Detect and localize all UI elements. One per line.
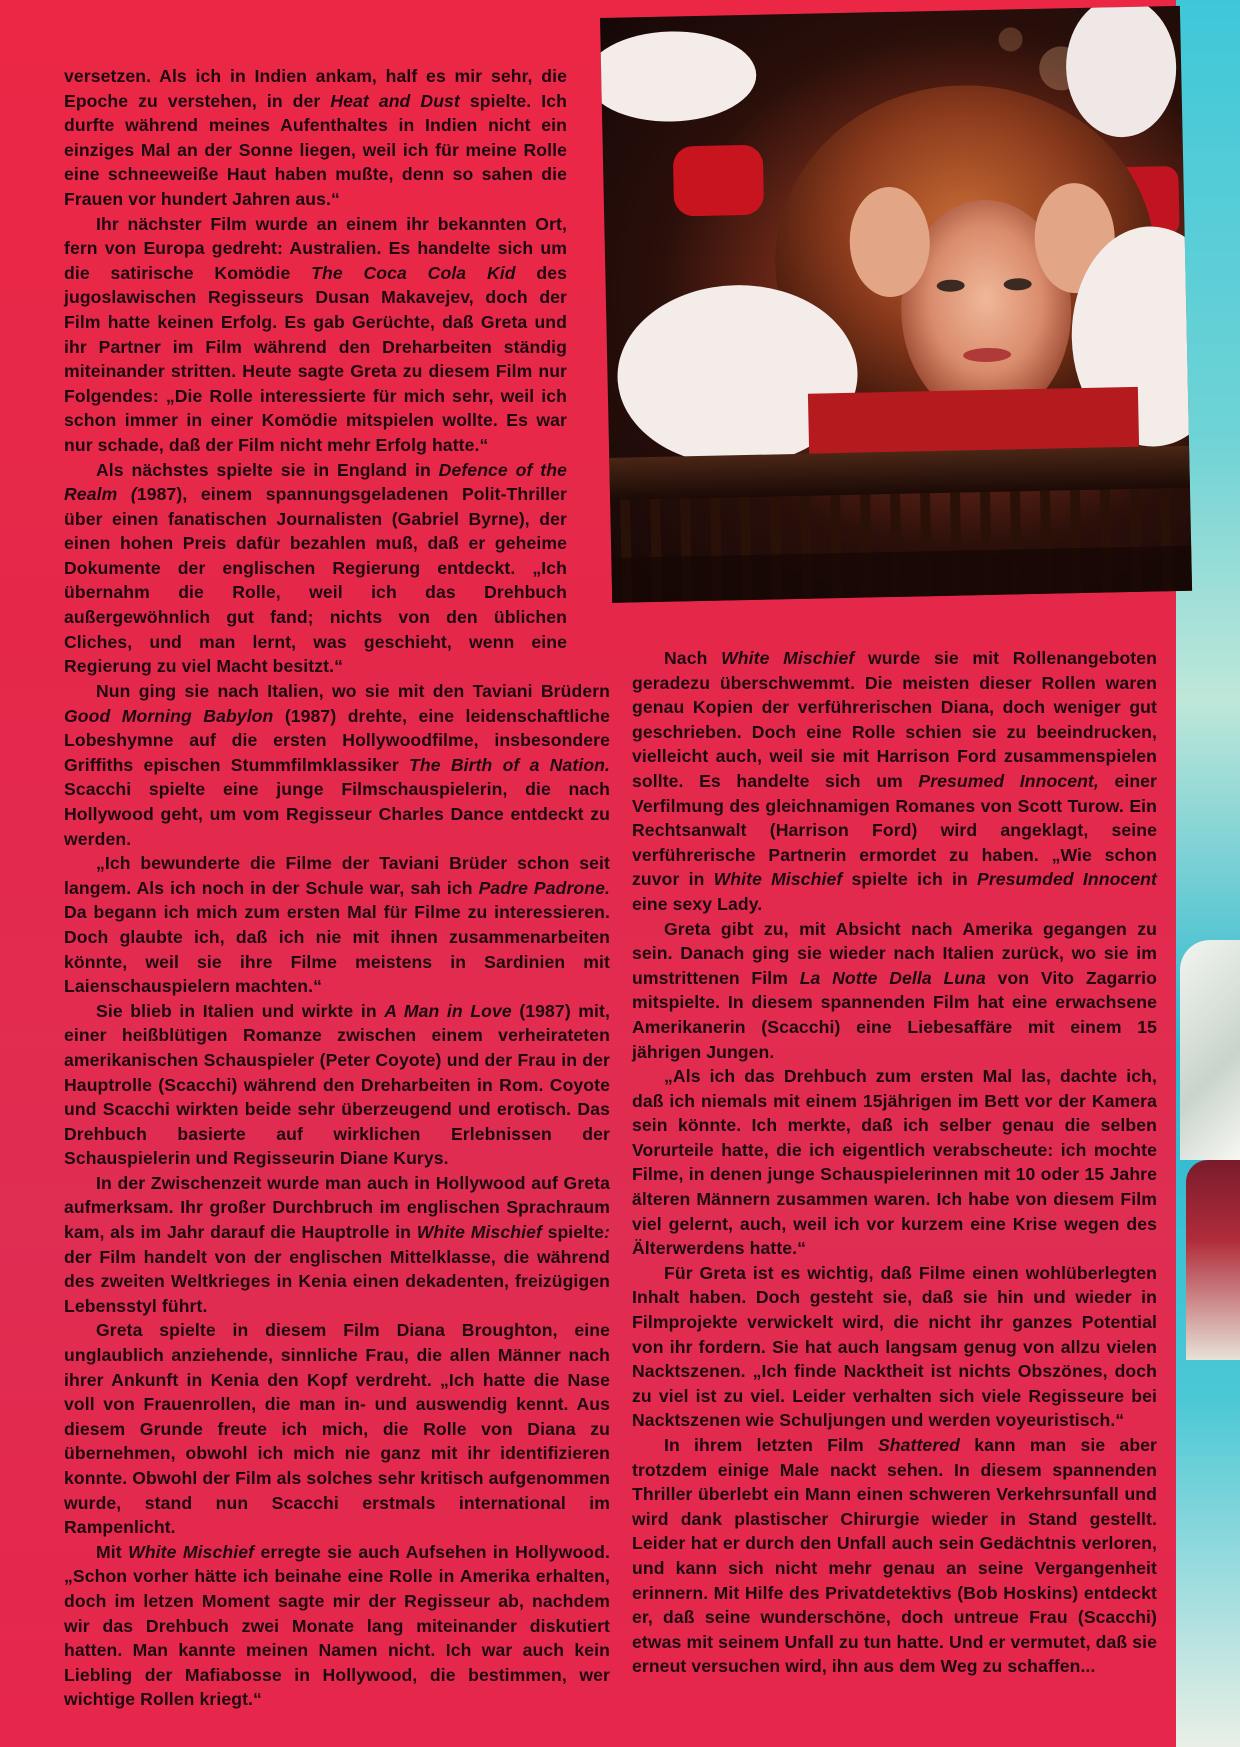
page-edge-strip (1176, 0, 1240, 1747)
film-title: Shattered (877, 1435, 961, 1455)
article-paragraph: Greta gibt zu, mit Absicht nach Amerika gegangen zu sein. Danach ging sie wieder nach Italien zurück, wo sie im umstrittenen Film La Notte Della Luna von Vito Zagarrio mitspielte. In diesem spannenden Film hat eine erwachsene Amerikanerin (Scacchi) eine Liebesaffäre mit einem 15 jährigen Jungen. (632, 918, 1158, 1062)
article-paragraph: In ihrem letzten Film Shattered kann man sie aber trotzdem einige Male nackt sehen. In diesem spannenden Thriller überlebt ein Mann einen schweren Verkehrsunfall und wird dank plastischer Chirurgie wieder in Stand gestellt. Leider hat er durch den Unfall auch sein Gedächtnis verloren, und kann sich nicht mehr genau an seine Vergangenheit erinnern. Mit Hilfe des Privatdetektivs (Bob Hoskins) entdeckt er, daß seine wunderschöne, doch untreue Frau (Scacchi) etwas mit seinem Unfall zu tun hatte. Und er vermutet, daß sie erneut versuchen wird, ihn aus dem Weg zu schaffen... (632, 1435, 1157, 1677)
article-paragraph: Greta spielte in diesem Film Diana Broughton, eine unglaublich anziehende, sinnliche Frau, die allen Männer nach ihrer Ankunft in Kenia den Kopf verdreht. „Ich hatte die Nase voll von Frauenrollen, die man in- und auswendig kennt. Aus diesem Grunde freute ich mich, die Rolle von Diana zu übernehmen, obwohl ich mich nie ganz mit ihr identifizieren konnte. Obwohl der Film als solches sehr kritisch aufgenommen wurde, stand nun Scacchi erstmals international im Rampenlicht. (64, 1320, 610, 1538)
film-title: Presumded Innocent (977, 869, 1157, 890)
film-title: White Mischief (713, 869, 843, 890)
film-still-photo (600, 6, 1192, 603)
article-paragraph: In der Zwischenzeit wurde man auch in Hollywood auf Greta aufmerksam. Ihr großer Durchbruch im englischen Sprachraum kam, als im Jahr darauf die Hauptrolle in White Mischief spielte: der Film handelt von der englischen Mittelklasse, die während des zweiten Weltkrieges in Kenia einen dekadenten, freizügigen Lebensstyl führt. (64, 1172, 610, 1316)
film-title: White Mischief (128, 1541, 255, 1562)
article-paragraph: versetzen. Als ich in Indien ankam, half es mir sehr, die Epoche zu verstehen, in der Heat and Dust spielte. Ich durfte während meines Aufenthaltes in Indien nicht ein einziges Mal an der Sonne liegen, weil ich für meine Rolle eine schneeweiße Haut haben mußte, denn so sahen die Frauen vor hundert Jahren aus.“ (64, 66, 567, 209)
film-title: Good Morning Babylon (64, 705, 274, 726)
article-paragraph: Nun ging sie nach Italien, wo sie mit den Taviani Brüdern Good Morning Babylon (1987) drehte, eine leidenschaftliche Lobeshymne auf die ersten Hollywoodfilme, insbesondere Griffiths epischen Stummfilmklassiker The Birth of a Nation. Scacchi spielte eine junge Filmschauspielerin, die nach Hollywood geht, um vom Regisseur Charles Dance entdeckt zu werden. (64, 681, 611, 849)
article-column-right (632, 646, 1157, 1679)
film-title: White Mischief (721, 648, 855, 668)
article-paragraph: „Ich bewunderte die Filme der Taviani Brüder schon seit langem. Als ich noch in der Schule war, sah ich Padre Padrone. Da begann ich mich zum ersten Mal für Filme zu interessieren. Doch glaubte ich, daß ich nie mit ihnen zusammenarbeiten könnte, weil sie ihre Filme meistens in Sardinien mit Laienschauspielern machten.“ (64, 853, 611, 997)
article-paragraph: Für Greta ist es wichtig, daß Filme einen wohlüberlegten Inhalt haben. Doch gesteht sie, daß sie hin und wieder in Filmprojekte verwickelt wird, die nicht ihr ganzes Potential von ihr fordern. Sie hat auch langsam genug von allzu vielen Nacktszenen. „Ich finde Nacktheit ist nichts Obszönes, doch zu viel ist zu viel. Leider verhalten sich viele Regisseure bei Nacktszenen wie Schuljungen und werden voyeuristisch.“ (632, 1262, 1157, 1431)
film-title: White Mischief (416, 1222, 542, 1243)
film-title: A Man in Love (384, 1000, 512, 1021)
article-paragraph: Als nächstes spielte sie in England in Defence of the Realm (1987), einem spannungsgeladenen Polit-Thriller über einen fanatischen Journalisten (Gabriel Byrne), der einen hohen Preis dafür bezahlen muß, daß er geheime Dokumente der englischen Regierung entdeckt. „Ich übernahm die Rolle, weil ich das Drehbuch außergewöhnlich gut fand; nichts von den üblichen Cliches, und man lernt, was geschieht, wenn eine Regierung zu viel Macht besitzt.“ (64, 459, 567, 677)
film-title: Heat and Dust (330, 90, 460, 111)
article-column-left-top (64, 64, 567, 679)
photo-illustration (600, 6, 1192, 603)
article-paragraph: Mit White Mischief erregte sie auch Aufsehen in Hollywood. „Schon vorher hätte ich beinahe eine Rolle in Amerika erhalten, doch im letzen Moment sagte mir der Regisseur ab, nachdem wir das Drehbuch zwei Monate lang miteinander diskutiert hatten. Man kannte meinen Namen nicht. Ich war auch kein Liebling der Mafiabosse in Hollywood, die bestimmen, wer wichtige Rollen kriegt.“ (64, 1541, 610, 1710)
film-title: Defence of the Realm ( (64, 459, 567, 505)
film-title: La Notte Della Luna (799, 967, 986, 988)
edge-shape-dark (1186, 1160, 1240, 1360)
film-title: : (604, 1222, 610, 1243)
article-paragraph: Ihr nächster Film wurde an einem ihr bekannten Ort, fern von Europa gedreht: Australien. Es handelte sich um die satirische Komödie The Coca Cola Kid des jugoslawischen Regisseurs Dusan Makavejev, doch der Film hatte keinen Erfolg. Es gab Gerüchte, daß Greta und ihr Partner im Film während den Dreharbeiten ständig miteinander stritten. Heute sagte Greta zu diesem Film nur Folgendes: „Die Rolle interessierte für mich sehr, weil ich schon immer in einer Komödie mitspielen wollte. Es war nur schade, daß der Film nicht mehr Erfolg hatte.“ (64, 213, 567, 455)
article-paragraph: „Als ich das Drehbuch zum ersten Mal las, dachte ich, daß ich niemals mit einem 15jährigen im Bett vor der Kamera sein könnte. Ich merkte, daß ich selber genau die selben Vorurteile hatte, die ich eigentlich verabscheute: ich mochte Filme, in denen junge Schauspielerinnen mit 10 oder 15 Jahre älteren Männern zusammen waren. Ich habe von diesem Film viel gelernt, auch, weil ich vor kurzem eine Krise wegen des Älterwerdens hatte.“ (632, 1066, 1157, 1259)
edge-shape-light (1180, 940, 1240, 1160)
film-title: Presumed Innocent, (918, 770, 1099, 791)
film-title: The Coca Cola Kid (311, 262, 516, 283)
article-paragraph: Sie blieb in Italien und wirkte in A Man in Love (1987) mit, einer heißblütigen Romanze zwischen einem verheirateten amerikanischen Schauspieler (Peter Coyote) und der Frau in der Hauptrolle (Scacchi) während den Dreharbeiten in Rom. Coyote und Scacchi wirkten beide sehr überzeugend und erotisch. Das Drehbuch basierte auf wirklichen Erlebnissen der Schauspielerin und Regisseurin Diane Kurys. (64, 1000, 610, 1169)
film-title: Padre Padrone. (478, 877, 611, 898)
film-title: The Birth of a Nation. (409, 754, 611, 775)
article-paragraph: Nach White Mischief wurde sie mit Rollenangeboten geradezu überschwemmt. Die meisten dieser Rollen waren genau Kopien der verführerischen Diana, doch weniger gut geschrieben. Doch eine Rolle schien sie zu beeindrucken, vielleicht auch, weil sie mit Harrison Ford zusammenspielen sollte. Es handelte sich um Presumed Innocent, einer Verfilmung des gleichnamigen Romanes von Scott Turow. Ein Rechtsanwalt (Harrison Ford) wird angeklagt, seine verführerische Partnerin ermordet zu haben. „Wie schon zuvor in White Mischief spielte ich in Presumded Innocent eine sexy Lady. (632, 648, 1157, 914)
article-column-left-bottom (64, 679, 610, 1712)
